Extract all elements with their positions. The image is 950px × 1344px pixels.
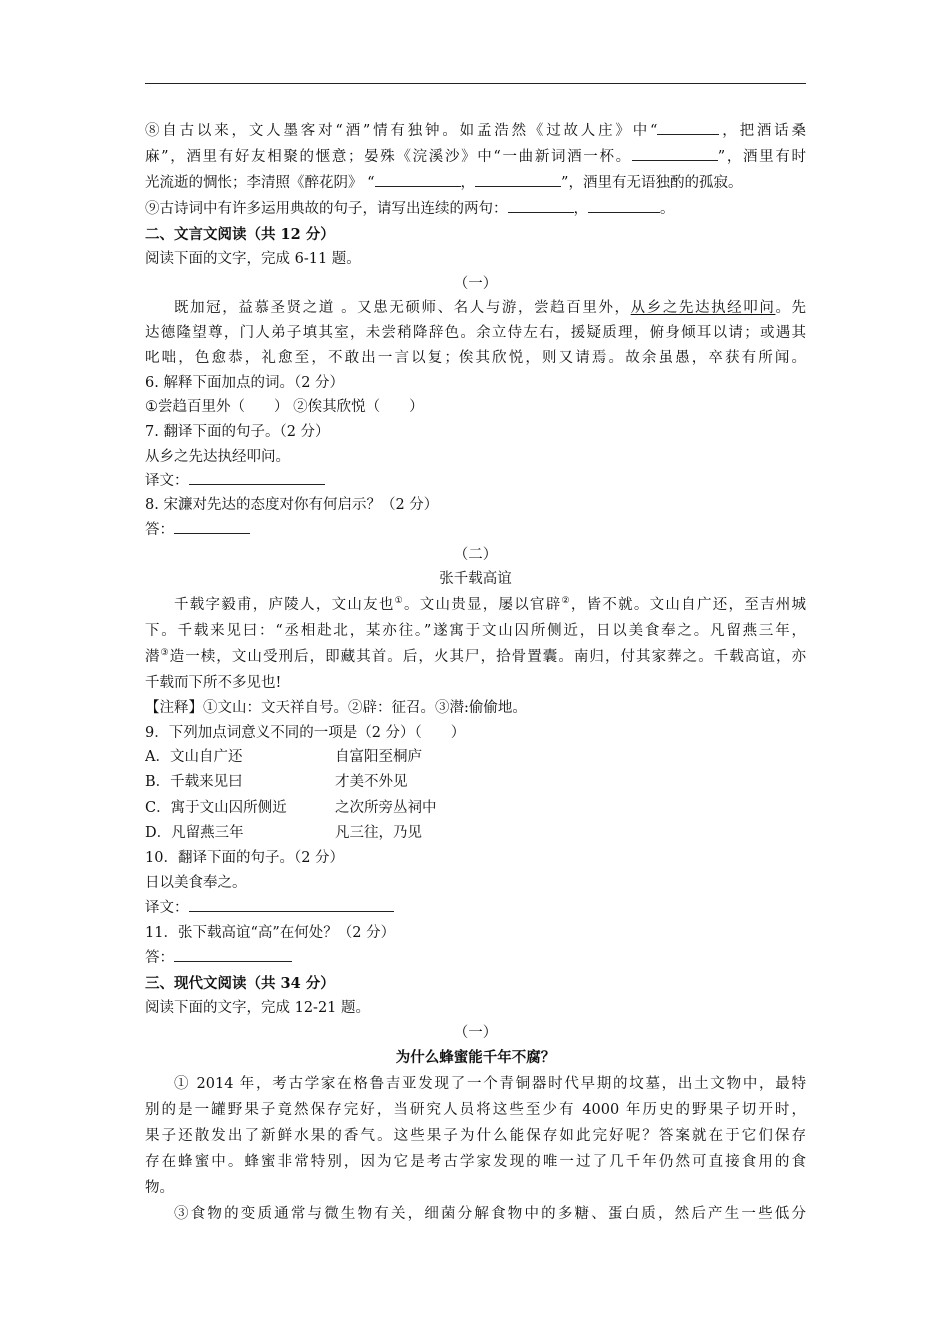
q7-title: 7. 翻译下面的句子。（2 分） [145, 424, 330, 440]
q10-title: 10．翻译下面的句子。（2 分） [145, 850, 345, 866]
dotted-word: 凡 [171, 821, 186, 845]
q8-line-1: ⑧自古以来，文人墨客对“酒”情有独钟。如孟浩然《过故人庄》中“ ，把酒话桑 [145, 118, 806, 144]
dotted-word: 自 [335, 745, 350, 769]
option-a: A．文山自广还 自富阳至桐庐 [145, 745, 806, 769]
passage-3-line-5: 物。 [145, 1180, 174, 1196]
q10-answer: 译文： [145, 896, 806, 921]
answer-blank[interactable] [508, 198, 574, 213]
underlined-sentence: 从乡之先达执经叩问 [630, 300, 776, 316]
answer-blank[interactable] [632, 146, 718, 161]
dotted-word: 来 [199, 769, 214, 795]
passage-2-line-3: 潜③造一椟，文山受刑后，即藏其首。后，火其尸，拾骨置囊。南归，付其家葬之。千载高谊，亦 [145, 648, 806, 665]
q11-answer: 答： [145, 946, 806, 971]
answer-blank[interactable] [174, 947, 292, 962]
q7-sentence: 从乡之先达执经叩问。 [145, 449, 290, 465]
passage-2-line-1: 千载字毅甫，庐陵人，文山友也①。文山贵显，屡以官辟②，皆不就。文山自广还，至吉州城 [174, 596, 806, 613]
dotted-word: 凡 [335, 821, 350, 845]
dotted-word: 中 [422, 795, 437, 821]
passage-3-line-6: ③食物的变质通常与微生物有关，细菌分解食物中的多糖、蛋白质，然后产生一些低分 [174, 1206, 806, 1222]
passage-2-line-4: 千载而下所不多见也! [145, 675, 282, 691]
passage-1-line-2: 达德隆望尊，门人弟子填其室，未尝稍降辞色。余立侍左右，援疑质理，俯身倾耳以请；或遇其 [145, 325, 806, 341]
passage-2-number: （二） [453, 547, 498, 563]
option-c: C．寓于文山囚所侧近 之次所旁丛祠中 [145, 795, 806, 821]
dotted-word: 自 [199, 745, 214, 769]
dotted-word: 于 [185, 795, 200, 821]
answer-blank[interactable] [189, 897, 394, 912]
passage-1-line-3: 叱咄，色愈恭，礼愈至，不敢出一言以复；俟其欣悦，则又请焉。故余虽愚，卒获有所闻。 [145, 346, 806, 371]
answer-blank[interactable] [588, 198, 660, 213]
passage-2-title: 张千载高谊 [439, 571, 512, 587]
passage-3-line-1: ① 2014 年，考古学家在格鲁吉亚发现了一个青铜器时代早期的坟墓，出土文物中，最特 [174, 1076, 806, 1092]
q8-line-3: 光流逝的惆怅；李清照《醉花阴》 “ ， ”，酒里有无语独酌的孤寂。 [145, 170, 806, 196]
q8-line-2: 麻”，酒里有好友相聚的惬意；晏殊《浣溪沙》中“一曲新词酒一杯。 ”，酒里有时 [145, 144, 806, 170]
section-2-intro: 阅读下面的文字，完成 6-11 题。 [145, 251, 361, 267]
passage-3-number: （一） [453, 1025, 498, 1041]
q11-title: 11．张下载高谊“高”在何处？（2 分） [145, 925, 396, 941]
option-b: B．千载来见曰 才美不外见 [145, 769, 806, 795]
passage-2-line-2: 下。千载来见曰：“丞相赴北，某亦往。”遂寓于文山囚所侧近，日以美食奉之。凡留燕三年， [145, 623, 806, 639]
q9b-options [145, 745, 806, 845]
answer-blank[interactable] [174, 519, 250, 534]
section-3-heading: 三、现代文阅读（共 34 分） [145, 975, 335, 992]
dotted-word: 不 [364, 769, 379, 795]
passage-1-number: （一） [453, 276, 498, 292]
passage-3-line-2: 别的是一罐野果子竟然保存完好，当研究人员将这些至少有 4000 年历史的野果子切开时， [145, 1102, 806, 1118]
passage-2-note: 【注释】①文山：文天祥自号。②辟：征召。③潜:偷偷地。 [145, 700, 527, 716]
q6-title: 6. 解释下面加点的词。（2 分） [145, 375, 345, 391]
passage-3-line-4: 存在蜂蜜中。蜂蜜非常特别，因为它是考古学家发现的唯一过了几千年仍然可直接食用的食 [145, 1154, 806, 1170]
q8b-title: 8. 宋濂对先达的态度对你有何启示？（2 分） [145, 497, 439, 513]
passage-1-line-1: 既加冠，益慕圣贤之道 。又患无硕师、名人与游，尝趋百里外，从乡之先达执经叩问。先 [145, 296, 806, 321]
q6-items: ①尝趋百里外（ ） ②俟其欣悦（ ） [145, 395, 806, 419]
exam-page [145, 118, 806, 1227]
q7-answer: 译文： [145, 469, 806, 493]
dotted-word: 尝 [158, 395, 173, 419]
answer-blank[interactable] [657, 120, 719, 135]
q9-line: ⑨古诗词中有许多运用典故的句子，请写出连续的两句： ， 。 [145, 196, 806, 222]
passage-3-title: 为什么蜂蜜能千年不腐？ [395, 1049, 556, 1066]
option-d: D．凡留燕三年 凡三往，乃见 [145, 821, 806, 845]
section-3-intro: 阅读下面的文字，完成 12-21 题。 [145, 1000, 371, 1016]
answer-blank[interactable] [189, 470, 325, 485]
dotted-word: 尝 [534, 296, 549, 321]
answer-blank[interactable] [475, 172, 561, 187]
answer-blank[interactable] [375, 172, 461, 187]
section-2-heading: 二、文言文阅读（共 12 分） [145, 226, 335, 243]
q8b-answer: 答： [145, 518, 806, 543]
q9b-title: 9．下列加点词意义不同的一项是（2 分）（ ） [145, 725, 466, 741]
header-rule [145, 83, 806, 84]
dotted-word: 俟 [308, 395, 323, 419]
q10-sentence: 日以美食奉之。 [145, 875, 247, 891]
passage-3-line-3: 果子还散发出了新鲜水果的香气。这些果子为什么能保存如此完好呢？答案就在于它们保存 [145, 1128, 806, 1144]
dotted-word: 俟 [459, 346, 474, 371]
